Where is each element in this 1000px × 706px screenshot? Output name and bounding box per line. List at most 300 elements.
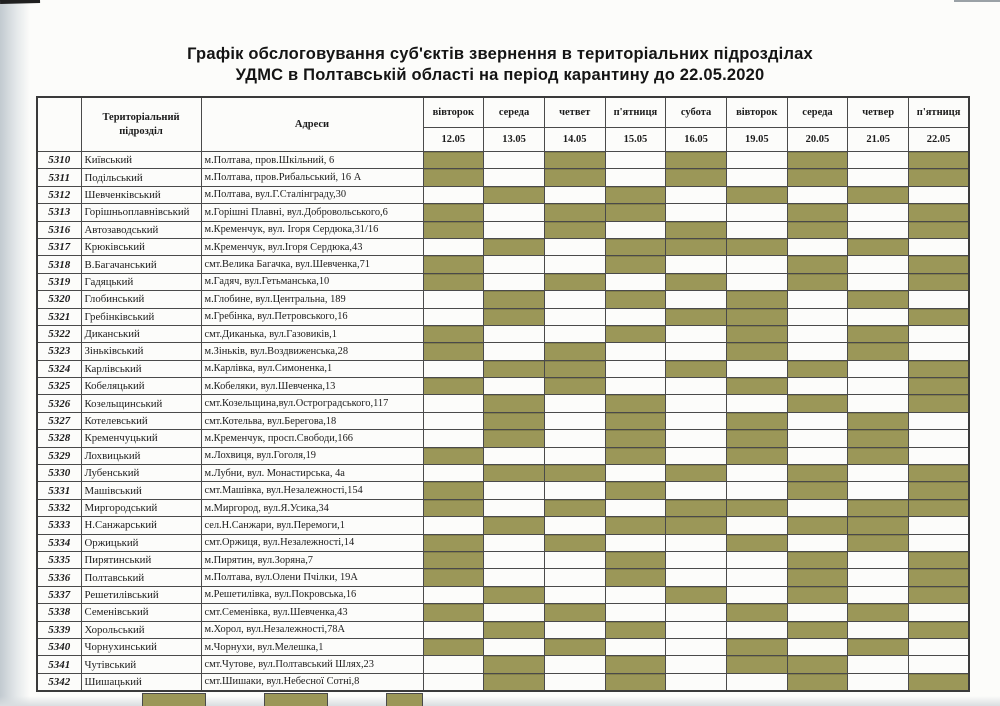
schedule-cell-filled xyxy=(909,221,970,238)
schedule-cell-filled xyxy=(787,360,848,377)
schedule-cell-filled xyxy=(666,152,727,169)
day-header-7: середа xyxy=(787,97,848,128)
schedule-cell-filled xyxy=(909,169,970,186)
schedule-cell-filled xyxy=(544,221,605,238)
day-header-9: п'ятниця xyxy=(909,97,970,128)
cutoff-row-cell xyxy=(386,693,423,706)
schedule-cell-filled xyxy=(848,325,909,342)
schedule-cell-empty xyxy=(787,430,848,447)
code-cell: 5323 xyxy=(37,343,81,360)
schedule-cell-filled xyxy=(484,186,545,203)
table-row xyxy=(37,378,969,395)
schedule-cell-filled xyxy=(423,325,484,342)
schedule-cell-empty xyxy=(544,482,605,499)
code-cell: 5324 xyxy=(37,360,81,377)
schedule-cell-filled xyxy=(666,586,727,603)
address-cell: м.Кременчук, вул.Ігоря Сердюка,43 xyxy=(201,238,423,255)
name-cell: Миргородський xyxy=(81,499,201,516)
schedule-cell-empty xyxy=(787,291,848,308)
schedule-cell-filled xyxy=(787,221,848,238)
address-cell: м.Полтава, пров.Рибальський, 16 А xyxy=(201,169,423,186)
table-row xyxy=(37,604,969,621)
schedule-cell-filled xyxy=(909,378,970,395)
code-cell: 5342 xyxy=(37,673,81,691)
address-cell: смт.Шишаки, вул.Небесної Сотні,8 xyxy=(201,673,423,691)
schedule-cell-filled xyxy=(605,517,666,534)
schedule-cell-empty xyxy=(848,551,909,568)
schedule-cell-empty xyxy=(484,638,545,655)
schedule-cell-empty xyxy=(666,621,727,638)
schedule-cell-filled xyxy=(726,412,787,429)
code-cell: 5339 xyxy=(37,621,81,638)
schedule-cell-empty xyxy=(848,395,909,412)
schedule-cell-empty xyxy=(544,447,605,464)
schedule-cell-filled xyxy=(423,551,484,568)
schedule-cell-empty xyxy=(909,534,970,551)
schedule-cell-filled xyxy=(544,343,605,360)
schedule-cell-filled xyxy=(726,604,787,621)
table-row xyxy=(37,569,969,586)
schedule-cell-filled xyxy=(423,343,484,360)
schedule-cell-empty xyxy=(423,465,484,482)
table-row xyxy=(37,395,969,412)
schedule-cell-filled xyxy=(484,656,545,673)
name-cell: Хорольський xyxy=(81,621,201,638)
schedule-cell-filled xyxy=(423,204,484,221)
name-cell: Карлівський xyxy=(81,360,201,377)
schedule-cell-empty xyxy=(484,169,545,186)
schedule-cell-empty xyxy=(909,656,970,673)
schedule-cell-empty xyxy=(666,186,727,203)
name-cell: Гадяцький xyxy=(81,273,201,290)
schedule-cell-filled xyxy=(544,604,605,621)
schedule-cell-filled xyxy=(848,412,909,429)
schedule-cell-filled xyxy=(909,586,970,603)
scan-corner-mark-left xyxy=(0,0,40,4)
schedule-cell-empty xyxy=(726,465,787,482)
schedule-cell-empty xyxy=(544,551,605,568)
schedule-cell-filled xyxy=(666,169,727,186)
address-cell: смт.Козельщина,вул.Остроградського,117 xyxy=(201,395,423,412)
schedule-cell-empty xyxy=(666,638,727,655)
address-cell: смт.Котельва, вул.Берегова,18 xyxy=(201,412,423,429)
schedule-cell-empty xyxy=(544,656,605,673)
schedule-cell-filled xyxy=(484,412,545,429)
schedule-cell-filled xyxy=(848,291,909,308)
schedule-cell-empty xyxy=(848,482,909,499)
schedule-cell-filled xyxy=(484,673,545,691)
schedule-cell-empty xyxy=(848,673,909,691)
address-cell: м.Кременчук, просп.Свободи,166 xyxy=(201,430,423,447)
table-row xyxy=(37,360,969,377)
name-cell: Н.Санжарський xyxy=(81,517,201,534)
title-line-2: УДМС в Полтавській області на період карантину до 22.05.2020 xyxy=(235,66,765,85)
address-cell: м.Гребінка, вул.Петровського,16 xyxy=(201,308,423,325)
schedule-cell-empty xyxy=(484,499,545,516)
schedule-cell-filled xyxy=(605,569,666,586)
address-cell: м.Полтава, вул.Олени Пчілки, 19А xyxy=(201,569,423,586)
schedule-cell-filled xyxy=(787,395,848,412)
day-header-1: вівторок xyxy=(423,97,484,128)
name-cell: Кобеляцький xyxy=(81,378,201,395)
date-header-7: 20.05 xyxy=(787,128,848,152)
code-cell: 5329 xyxy=(37,447,81,464)
schedule-cell-empty xyxy=(605,586,666,603)
schedule-cell-empty xyxy=(848,169,909,186)
schedule-cell-empty xyxy=(423,360,484,377)
schedule-cell-empty xyxy=(848,308,909,325)
schedule-cell-empty xyxy=(726,204,787,221)
schedule-cell-empty xyxy=(544,673,605,691)
schedule-cell-filled xyxy=(909,482,970,499)
schedule-cell-filled xyxy=(544,273,605,290)
name-cell: Диканський xyxy=(81,325,201,342)
cutoff-row-cell xyxy=(264,693,328,706)
name-cell: Решетилівський xyxy=(81,586,201,603)
name-cell: Полтавський xyxy=(81,569,201,586)
schedule-table xyxy=(36,96,970,692)
schedule-cell-empty xyxy=(544,569,605,586)
schedule-cell-filled xyxy=(484,430,545,447)
schedule-cell-filled xyxy=(848,430,909,447)
schedule-cell-empty xyxy=(726,256,787,273)
schedule-cell-empty xyxy=(848,569,909,586)
schedule-cell-empty xyxy=(848,586,909,603)
table-row xyxy=(37,621,969,638)
schedule-cell-empty xyxy=(726,482,787,499)
date-header-8: 21.05 xyxy=(848,128,909,152)
schedule-cell-empty xyxy=(423,586,484,603)
table-row xyxy=(37,412,969,429)
table-row xyxy=(37,517,969,534)
schedule-cell-filled xyxy=(605,551,666,568)
name-cell: В.Багачанський xyxy=(81,256,201,273)
schedule-cell-filled xyxy=(909,395,970,412)
code-cell: 5316 xyxy=(37,221,81,238)
table-row xyxy=(37,430,969,447)
schedule-cell-filled xyxy=(787,517,848,534)
schedule-cell-filled xyxy=(909,273,970,290)
address-cell: смт.Диканька, вул.Газовиків,1 xyxy=(201,325,423,342)
table-row xyxy=(37,586,969,603)
code-cell: 5326 xyxy=(37,395,81,412)
table-row xyxy=(37,447,969,464)
schedule-cell-empty xyxy=(544,238,605,255)
schedule-cell-filled xyxy=(726,534,787,551)
date-header-2: 13.05 xyxy=(484,128,545,152)
schedule-cell-filled xyxy=(848,604,909,621)
day-header-5: субота xyxy=(666,97,727,128)
schedule-cell-filled xyxy=(909,360,970,377)
schedule-cell-filled xyxy=(787,169,848,186)
schedule-cell-empty xyxy=(484,447,545,464)
schedule-cell-empty xyxy=(848,152,909,169)
schedule-cell-empty xyxy=(605,343,666,360)
schedule-cell-empty xyxy=(666,412,727,429)
table-row xyxy=(37,656,969,673)
code-cell: 5340 xyxy=(37,638,81,655)
schedule-cell-empty xyxy=(787,534,848,551)
code-cell: 5333 xyxy=(37,517,81,534)
name-cell: Крюківський xyxy=(81,238,201,255)
schedule-cell-filled xyxy=(605,430,666,447)
schedule-cell-empty xyxy=(544,395,605,412)
schedule-cell-filled xyxy=(423,569,484,586)
schedule-cell-empty xyxy=(666,534,727,551)
schedule-cell-empty xyxy=(726,673,787,691)
name-cell: Глобинський xyxy=(81,291,201,308)
address-cell: м.Чорнухи, вул.Мелешка,1 xyxy=(201,638,423,655)
schedule-cell-empty xyxy=(666,204,727,221)
schedule-cell-filled xyxy=(726,378,787,395)
schedule-cell-filled xyxy=(909,308,970,325)
date-header-5: 16.05 xyxy=(666,128,727,152)
table-row xyxy=(37,152,969,169)
schedule-cell-filled xyxy=(787,673,848,691)
schedule-cell-empty xyxy=(605,378,666,395)
table-row xyxy=(37,638,969,655)
code-cell: 5330 xyxy=(37,465,81,482)
schedule-cell-empty xyxy=(544,186,605,203)
schedule-cell-filled xyxy=(848,638,909,655)
schedule-cell-filled xyxy=(909,621,970,638)
table-row xyxy=(37,308,969,325)
schedule-cell-empty xyxy=(484,604,545,621)
schedule-cell-empty xyxy=(484,482,545,499)
schedule-cell-empty xyxy=(666,343,727,360)
schedule-cell-filled xyxy=(544,204,605,221)
schedule-cell-empty xyxy=(423,621,484,638)
address-cell: м.Пирятин, вул.Зоряна,7 xyxy=(201,551,423,568)
name-cell: Котелевський xyxy=(81,412,201,429)
schedule-cell-empty xyxy=(605,152,666,169)
address-cell: смт.Семенівка, вул.Шевченка,43 xyxy=(201,604,423,621)
code-cell: 5320 xyxy=(37,291,81,308)
schedule-cell-filled xyxy=(666,360,727,377)
schedule-cell-filled xyxy=(848,238,909,255)
code-cell: 5335 xyxy=(37,551,81,568)
schedule-cell-empty xyxy=(544,586,605,603)
table-row xyxy=(37,534,969,551)
schedule-cell-empty xyxy=(484,551,545,568)
schedule-cell-filled xyxy=(909,569,970,586)
schedule-cell-empty xyxy=(484,204,545,221)
schedule-cell-filled xyxy=(484,238,545,255)
schedule-cell-empty xyxy=(666,395,727,412)
schedule-cell-empty xyxy=(726,395,787,412)
schedule-cell-filled xyxy=(605,673,666,691)
address-cell: м.Миргород, вул.Я.Усика,34 xyxy=(201,499,423,516)
table-row xyxy=(37,221,969,238)
name-cell: Кременчуцький xyxy=(81,430,201,447)
schedule-cell-empty xyxy=(423,656,484,673)
schedule-cell-filled xyxy=(666,221,727,238)
schedule-cell-empty xyxy=(787,638,848,655)
schedule-cell-filled xyxy=(909,673,970,691)
address-cell: м.Лубни, вул. Монастирська, 4а xyxy=(201,465,423,482)
schedule-cell-empty xyxy=(666,569,727,586)
schedule-cell-empty xyxy=(605,499,666,516)
schedule-cell-filled xyxy=(605,325,666,342)
schedule-cell-filled xyxy=(605,204,666,221)
schedule-cell-empty xyxy=(484,273,545,290)
scan-left-edge xyxy=(0,0,30,706)
schedule-cell-empty xyxy=(726,517,787,534)
code-cell: 5337 xyxy=(37,586,81,603)
date-header-3: 14.05 xyxy=(544,128,605,152)
schedule-cell-empty xyxy=(484,569,545,586)
schedule-cell-filled xyxy=(423,169,484,186)
schedule-cell-empty xyxy=(909,430,970,447)
schedule-cell-empty xyxy=(544,325,605,342)
address-cell: м.Карлівка, вул.Симоненка,1 xyxy=(201,360,423,377)
schedule-cell-empty xyxy=(909,638,970,655)
schedule-cell-empty xyxy=(605,360,666,377)
schedule-cell-empty xyxy=(909,186,970,203)
schedule-cell-filled xyxy=(909,499,970,516)
schedule-cell-empty xyxy=(666,291,727,308)
schedule-cell-filled xyxy=(544,169,605,186)
schedule-cell-empty xyxy=(423,395,484,412)
schedule-cell-filled xyxy=(423,482,484,499)
schedule-cell-empty xyxy=(605,534,666,551)
day-header-2: середа xyxy=(484,97,545,128)
code-cell: 5321 xyxy=(37,308,81,325)
schedule-cell-filled xyxy=(605,186,666,203)
code-cell: 5311 xyxy=(37,169,81,186)
schedule-cell-filled xyxy=(726,447,787,464)
schedule-cell-filled xyxy=(666,308,727,325)
schedule-cell-empty xyxy=(848,204,909,221)
schedule-cell-filled xyxy=(484,360,545,377)
schedule-cell-empty xyxy=(726,152,787,169)
table-row xyxy=(37,256,969,273)
schedule-cell-empty xyxy=(605,221,666,238)
schedule-cell-empty xyxy=(484,221,545,238)
name-cell: Машівський xyxy=(81,482,201,499)
schedule-cell-empty xyxy=(484,256,545,273)
schedule-cell-filled xyxy=(605,656,666,673)
schedule-cell-filled xyxy=(787,569,848,586)
schedule-cell-filled xyxy=(726,325,787,342)
code-cell: 5341 xyxy=(37,656,81,673)
schedule-cell-filled xyxy=(605,447,666,464)
code-cell: 5319 xyxy=(37,273,81,290)
schedule-cell-empty xyxy=(909,343,970,360)
schedule-cell-filled xyxy=(544,360,605,377)
schedule-cell-empty xyxy=(726,273,787,290)
address-column-header: Адреси xyxy=(201,97,423,152)
table-row xyxy=(37,186,969,203)
page-title xyxy=(0,44,1000,87)
schedule-cell-empty xyxy=(726,169,787,186)
schedule-cell-empty xyxy=(787,378,848,395)
schedule-cell-empty xyxy=(909,517,970,534)
name-cell: Лубенський xyxy=(81,465,201,482)
date-header-4: 15.05 xyxy=(605,128,666,152)
schedule-cell-empty xyxy=(605,308,666,325)
schedule-cell-empty xyxy=(909,604,970,621)
schedule-cell-empty xyxy=(666,604,727,621)
schedule-cell-filled xyxy=(909,204,970,221)
schedule-cell-filled xyxy=(787,204,848,221)
schedule-cell-empty xyxy=(848,273,909,290)
schedule-cell-empty xyxy=(666,551,727,568)
address-cell: м.Зіньків, вул.Воздвиженська,28 xyxy=(201,343,423,360)
schedule-cell-empty xyxy=(787,308,848,325)
schedule-cell-empty xyxy=(848,221,909,238)
schedule-cell-empty xyxy=(726,360,787,377)
schedule-cell-filled xyxy=(787,465,848,482)
address-cell: м.Лохвиця, вул.Гоголя,19 xyxy=(201,447,423,464)
schedule-cell-filled xyxy=(666,517,727,534)
schedule-cell-filled xyxy=(544,638,605,655)
name-cell: Пирятинський xyxy=(81,551,201,568)
name-cell: Шишацький xyxy=(81,673,201,691)
schedule-cell-filled xyxy=(423,221,484,238)
address-cell: м.Горішні Плавні, вул.Добровольського,6 xyxy=(201,204,423,221)
next-page-cutoff-row xyxy=(0,693,1000,706)
address-cell: м.Кобеляки, вул.Шевченка,13 xyxy=(201,378,423,395)
code-column-header xyxy=(37,97,81,152)
code-cell: 5312 xyxy=(37,186,81,203)
schedule-cell-filled xyxy=(544,465,605,482)
schedule-cell-filled xyxy=(848,517,909,534)
schedule-cell-filled xyxy=(909,152,970,169)
date-header-9: 22.05 xyxy=(909,128,970,152)
code-cell: 5334 xyxy=(37,534,81,551)
schedule-cell-filled xyxy=(726,186,787,203)
code-cell: 5328 xyxy=(37,430,81,447)
name-cell: Автозаводський xyxy=(81,221,201,238)
name-cell: Чорнухинський xyxy=(81,638,201,655)
schedule-cell-filled xyxy=(484,621,545,638)
address-cell: м.Хорол, вул.Незалежності,78А xyxy=(201,621,423,638)
schedule-cell-empty xyxy=(423,238,484,255)
schedule-cell-empty xyxy=(848,378,909,395)
schedule-cell-empty xyxy=(848,656,909,673)
name-cell: Зіньківський xyxy=(81,343,201,360)
schedule-cell-empty xyxy=(848,465,909,482)
schedule-cell-filled xyxy=(605,395,666,412)
schedule-cell-empty xyxy=(544,256,605,273)
schedule-cell-empty xyxy=(787,604,848,621)
table-row xyxy=(37,673,969,691)
code-cell: 5336 xyxy=(37,569,81,586)
schedule-cell-empty xyxy=(605,169,666,186)
scan-corner-mark-right xyxy=(954,0,1000,2)
table-row xyxy=(37,273,969,290)
schedule-cell-filled xyxy=(423,256,484,273)
schedule-cell-empty xyxy=(423,186,484,203)
schedule-cell-filled xyxy=(909,551,970,568)
schedule-cell-empty xyxy=(726,569,787,586)
schedule-cell-filled xyxy=(544,378,605,395)
schedule-cell-filled xyxy=(544,152,605,169)
address-cell: м.Глобине, вул.Центральна, 189 xyxy=(201,291,423,308)
schedule-cell-filled xyxy=(726,656,787,673)
schedule-cell-empty xyxy=(544,308,605,325)
schedule-cell-empty xyxy=(605,273,666,290)
date-header-6: 19.05 xyxy=(726,128,787,152)
schedule-cell-empty xyxy=(484,378,545,395)
schedule-cell-filled xyxy=(423,152,484,169)
day-header-3: четвет xyxy=(544,97,605,128)
schedule-cell-empty xyxy=(726,551,787,568)
schedule-cell-empty xyxy=(787,238,848,255)
schedule-cell-empty xyxy=(726,586,787,603)
name-cell: Оржицький xyxy=(81,534,201,551)
